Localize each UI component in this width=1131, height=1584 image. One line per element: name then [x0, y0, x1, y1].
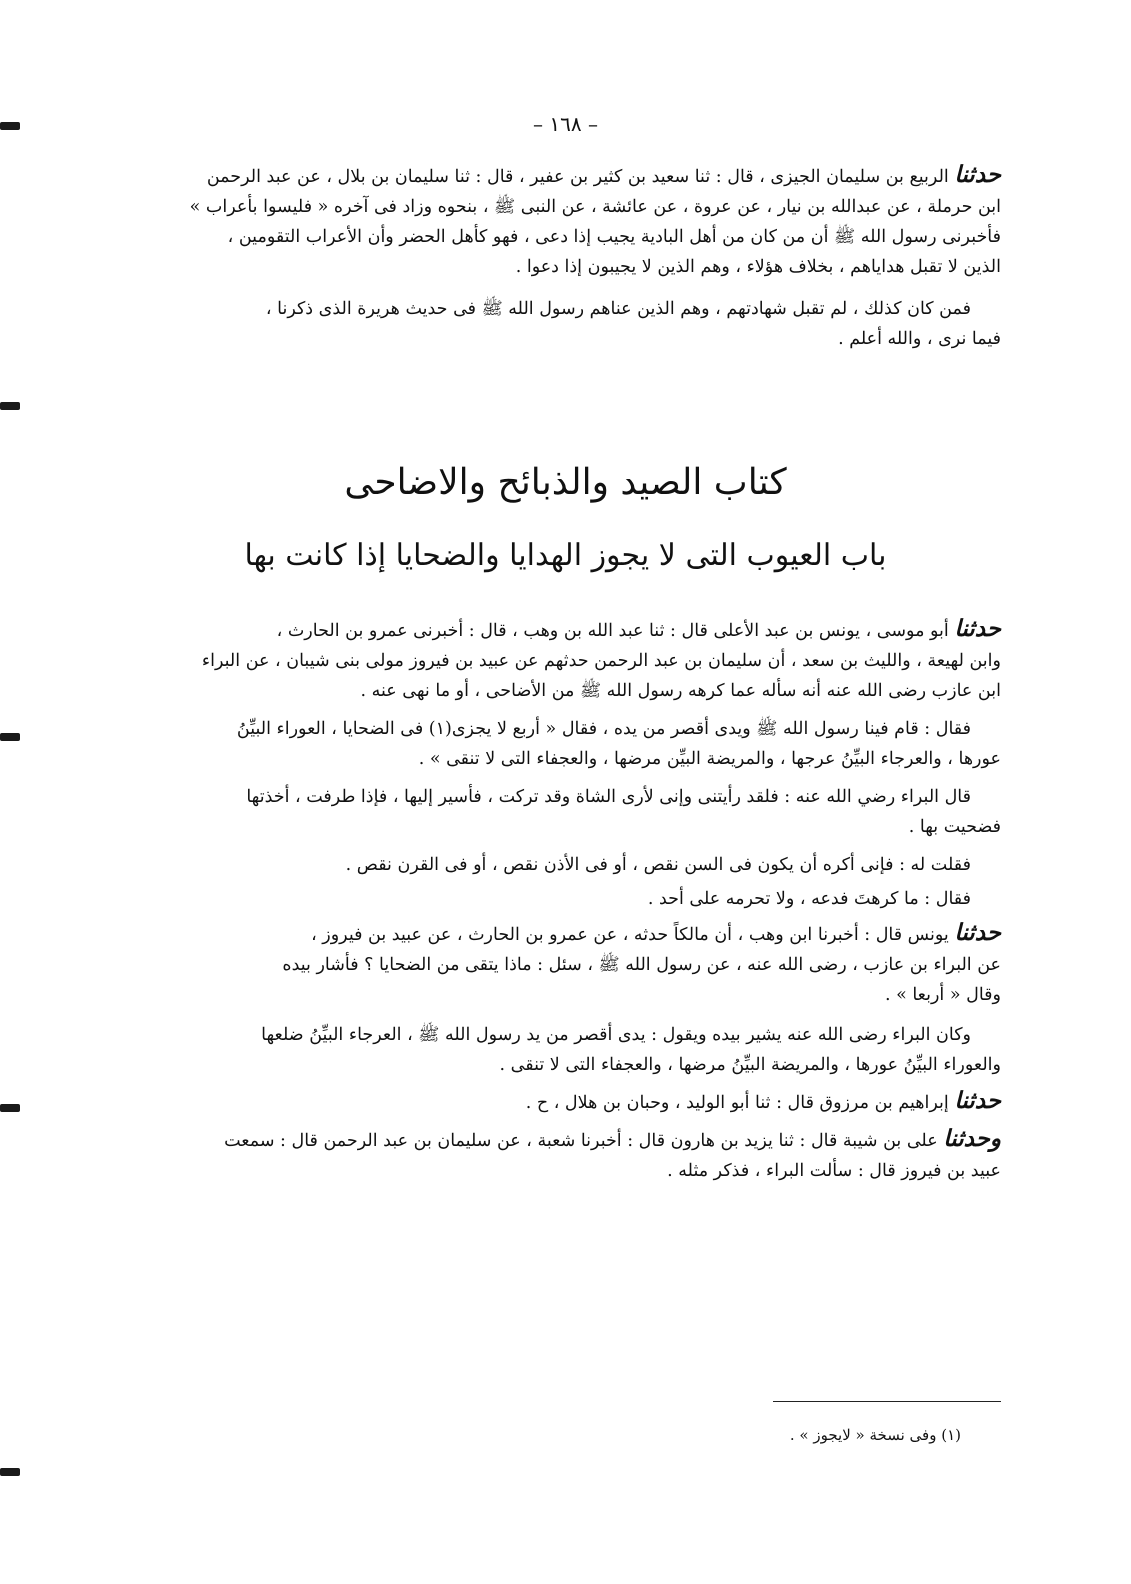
- text-line: وحدثنا على بن شيبة قال : ثنا يزيد بن هارون قال : أخبرنا شعبة ، عن سليمان بن عبد الرحمن قال : سمعت: [224, 1125, 1001, 1152]
- hadathana-lead: حدثنا: [954, 615, 1001, 642]
- hadathana-lead: وحدثنا: [943, 1125, 1001, 1152]
- text-line: فقال : قام فينا رسول الله ﷺ ويدى أقصر من يده ، فقال « أربع لا يجزى(١) فى الضحايا ، العوراء البيِّنُ: [236, 719, 971, 739]
- text-line: فضحيت بها .: [908, 817, 1001, 837]
- text-line: والعوراء البيِّنُ عورها ، والمريضة البيِّنُ مرضها ، والعجفاء التى لا تنقى .: [499, 1055, 1001, 1075]
- paragraph: [131, 160, 1001, 282]
- paragraph: [131, 1020, 1001, 1080]
- paragraph: [131, 1086, 1001, 1118]
- scan-edge-mark: [0, 402, 20, 410]
- text-line: فأخبرنى رسول الله ﷺ أن من كان من أهل البادية يجيب إذا دعى ، فهو كأهل الحضر وأن الأعراب التقومين ،: [227, 227, 1001, 247]
- paragraph: [131, 614, 1001, 706]
- scan-edge-mark: [0, 1104, 20, 1112]
- chapter-title: باب العيوب التى لا يجوز الهدايا والضحايا إذا كانت بها: [244, 538, 887, 573]
- text-line: فقلت له : فإنى أكره أن يكون فى السن نقص ، أو فى الأذن نقص ، أو فى القرن نقص .: [345, 855, 971, 875]
- text-line: قال البراء رضي الله عنه : فلقد رأيتنى وإنى لأرى الشاة وقد تركت ، فأسير إليها ، فإذا طرفت ، أخذتها: [246, 787, 971, 807]
- text-line: عورها ، والعرجاء البيِّنُ عرجها ، والمريضة البيِّن مرضها ، والعجفاء التى لا تنقى » .: [418, 749, 1001, 769]
- text-line: فيما نرى ، والله أعلم .: [838, 329, 1001, 349]
- paragraph: [131, 782, 1001, 842]
- text-line: عبيد بن فيروز قال : سألت البراء ، فذكر مثله .: [667, 1161, 1001, 1181]
- text-line: حدثنا الربيع بن سليمان الجيزى ، قال : ثنا سعيد بن كثير بن عفير ، قال : ثنا سليمان بن بلال ، عن عبد الرحمن: [206, 161, 1001, 188]
- paragraph: [131, 714, 1001, 774]
- paragraph: [131, 850, 1001, 880]
- paragraph: [131, 884, 1001, 914]
- page-number: – ١٦٨ –: [533, 112, 598, 136]
- text-line: وقال « أربعا » .: [884, 985, 1001, 1005]
- text-line: فقال : ما كرهتَ فدعه ، ولا تحرمه على أحد .: [647, 889, 971, 909]
- main-text-block: [131, 614, 1001, 1186]
- book-title: كتاب الصيد والذبائح والاضاحى: [344, 462, 787, 503]
- paragraph: [131, 294, 1001, 354]
- text-line: فمن كان كذلك ، لم تقبل شهادتهم ، وهم الذين عناهم رسول الله ﷺ فى حديث هريرة الذى ذكرنا ،: [265, 299, 971, 319]
- top-text-block: [131, 160, 1001, 354]
- text-line: حدثنا إبراهيم بن مرزوق قال : ثنا أبو الوليد ، وحبان بن هلال ، ح .: [525, 1087, 1001, 1114]
- hadathana-lead: حدثنا: [954, 919, 1001, 946]
- text-line: ابن عازب رضى الله عنه أنه سأله عما كرهه رسول الله ﷺ من الأضاحى ، أو ما نهى عنه .: [360, 681, 1001, 701]
- hadathana-lead: حدثنا: [954, 161, 1001, 188]
- hadathana-lead: حدثنا: [954, 1087, 1001, 1114]
- text-line: عن البراء بن عازب ، رضى الله عنه ، عن رسول الله ﷺ ، سئل : ماذا يتقى من الضحايا ؟ فأشار بيده: [282, 955, 1001, 975]
- paragraph: [131, 1124, 1001, 1186]
- footnote: (١) وفى نسخة « لايجوز » .: [789, 1426, 961, 1444]
- text-line: وابن لهيعة ، والليث بن سعد ، أن سليمان بن عبد الرحمن حدثهم عن عبيد بن فيروز مولى بنى شيبان ، عن البراء: [201, 651, 1001, 671]
- scan-edge-mark: [0, 733, 20, 741]
- text-line: الذين لا تقبل هداياهم ، بخلاف هؤلاء ، وهم الذين لا يجيبون إذا دعوا .: [515, 257, 1001, 277]
- text-line: وكان البراء رضى الله عنه يشير بيده ويقول : يدى أقصر من يد رسول الله ﷺ ، العرجاء البيِّنُ ضلعها: [261, 1025, 971, 1045]
- footnote-divider: [773, 1401, 1001, 1402]
- paragraph: [131, 918, 1001, 1010]
- text-line: ابن حرملة ، عن عبدالله بن نيار ، عن عروة ، عن عائشة ، عن النبى ﷺ ، بنحوه وزاد فى آخره « فليسوا بأعراب »: [189, 197, 1001, 217]
- scan-edge-mark: [0, 1468, 20, 1476]
- text-line: حدثنا أبو موسى ، يونس بن عبد الأعلى قال : ثنا عبد الله بن وهب ، قال : أخبرنى عمرو بن الحارث ،: [276, 615, 1001, 642]
- text-line: حدثنا يونس قال : أخبرنا ابن وهب ، أن مالكاً حدثه ، عن عمرو بن الحارث ، عن عبيد بن فيروز ،: [311, 919, 1001, 946]
